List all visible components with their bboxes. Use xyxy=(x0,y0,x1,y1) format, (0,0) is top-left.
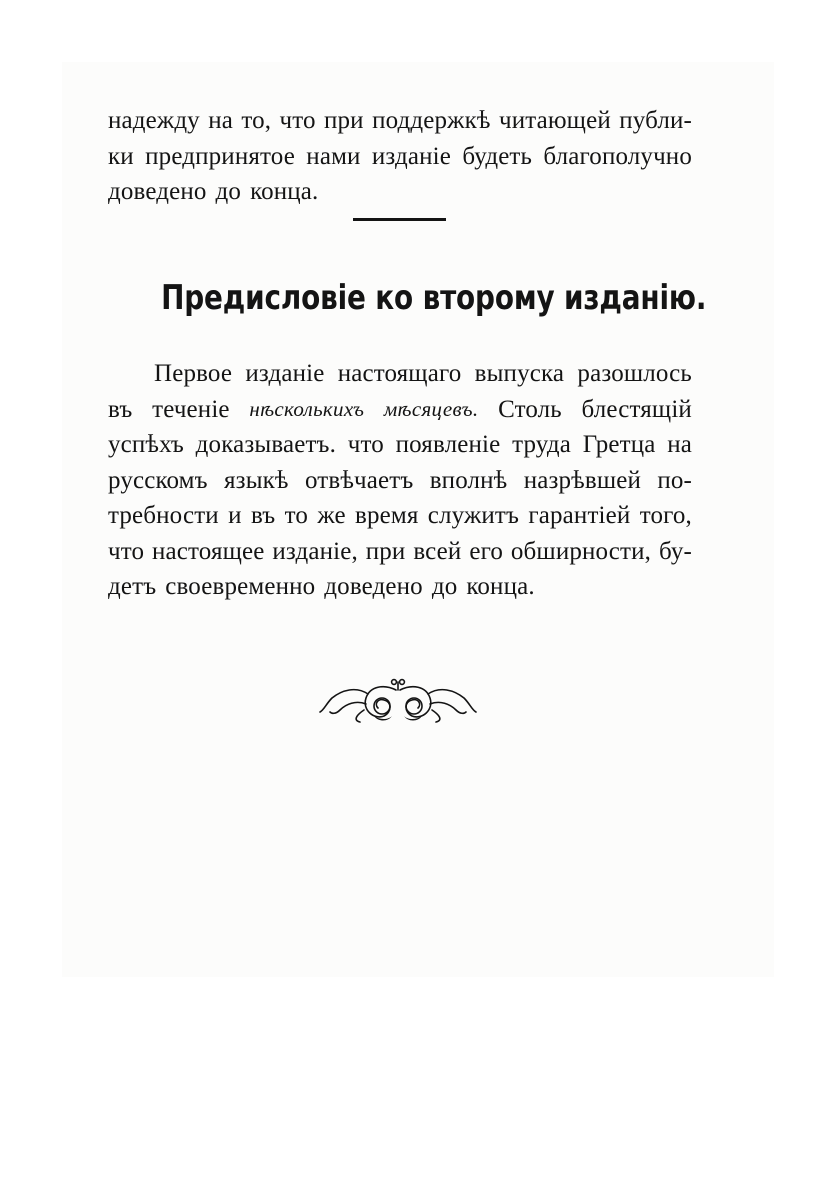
word: настоящаго xyxy=(337,360,462,387)
word: въ xyxy=(108,395,133,423)
word: обширности, xyxy=(510,537,652,565)
word: всей xyxy=(413,537,462,565)
word: же xyxy=(317,502,346,529)
word: вполнѣ xyxy=(429,466,508,494)
word: читающей xyxy=(498,107,611,134)
text-line xyxy=(108,569,692,605)
italic-word: нѣсколькихъ xyxy=(249,396,365,421)
word: назрѣвшей xyxy=(523,466,642,494)
word: успѣхъ xyxy=(108,431,184,458)
text-line xyxy=(108,534,692,570)
word: детъ xyxy=(108,573,157,600)
word: теченіе xyxy=(152,395,230,423)
word: блестящій xyxy=(581,395,692,423)
text-line xyxy=(108,498,692,534)
word: и xyxy=(228,502,242,529)
word: конца. xyxy=(466,573,535,600)
word: настоящее xyxy=(152,537,265,565)
text-line xyxy=(108,427,692,463)
word: до xyxy=(215,178,242,205)
word: требности xyxy=(108,502,219,529)
word: ки xyxy=(108,142,134,170)
word: Столь xyxy=(498,395,562,423)
word: его xyxy=(469,537,504,565)
word: будеть xyxy=(462,142,533,170)
section-heading: Предисловіе ко второму изданію. xyxy=(161,278,707,318)
fleuron-scroll-icon xyxy=(318,676,478,726)
word: при xyxy=(323,107,364,134)
word: служитъ xyxy=(427,502,520,529)
italic-word: мѣсяцевъ. xyxy=(383,396,479,421)
word: то xyxy=(284,502,309,529)
word: появленіе xyxy=(395,431,501,458)
text-line xyxy=(108,139,692,175)
text-line xyxy=(108,392,692,428)
word: по- xyxy=(657,466,692,494)
word: гарантіей xyxy=(528,502,631,529)
word: что xyxy=(279,107,316,134)
word: труда xyxy=(512,431,571,458)
word: то, xyxy=(241,107,272,134)
word: изданіе, xyxy=(272,537,358,565)
word: предпринятое xyxy=(145,142,295,170)
word: благополучно xyxy=(543,142,692,170)
word: своевременно xyxy=(165,573,316,600)
word: на xyxy=(208,107,233,134)
word: русскомъ xyxy=(108,466,208,494)
word: разошлось xyxy=(577,360,692,387)
word: до xyxy=(431,573,458,600)
text-line xyxy=(108,174,692,210)
word: время xyxy=(355,502,419,529)
preface-paragraph xyxy=(108,356,692,605)
word: доказываетъ. xyxy=(195,431,336,458)
word: доведено xyxy=(108,178,207,205)
word: что xyxy=(108,537,145,565)
word: Гретца xyxy=(582,431,656,458)
word: конца. xyxy=(250,178,319,205)
word: того, xyxy=(639,502,692,529)
text-line xyxy=(108,463,692,499)
word: въ xyxy=(250,502,276,529)
word: при xyxy=(365,537,406,565)
word: поддержкѣ xyxy=(372,107,491,134)
word: бу- xyxy=(658,537,692,565)
word: что xyxy=(347,431,384,458)
word: языкѣ xyxy=(224,466,289,494)
word: изданіе xyxy=(371,142,451,170)
text-line xyxy=(154,356,692,392)
word: надежду xyxy=(108,107,200,134)
word: изданіе xyxy=(245,360,325,387)
word: Первое xyxy=(154,360,233,387)
word: отвѣчаетъ xyxy=(304,466,414,494)
word: доведено xyxy=(324,573,423,600)
word: публи- xyxy=(619,107,692,134)
word: выпуска xyxy=(474,360,565,387)
word: на xyxy=(667,431,692,458)
closing-paragraph xyxy=(108,103,692,210)
text-line xyxy=(108,103,692,139)
section-divider xyxy=(353,218,446,221)
word: нами xyxy=(306,142,361,170)
